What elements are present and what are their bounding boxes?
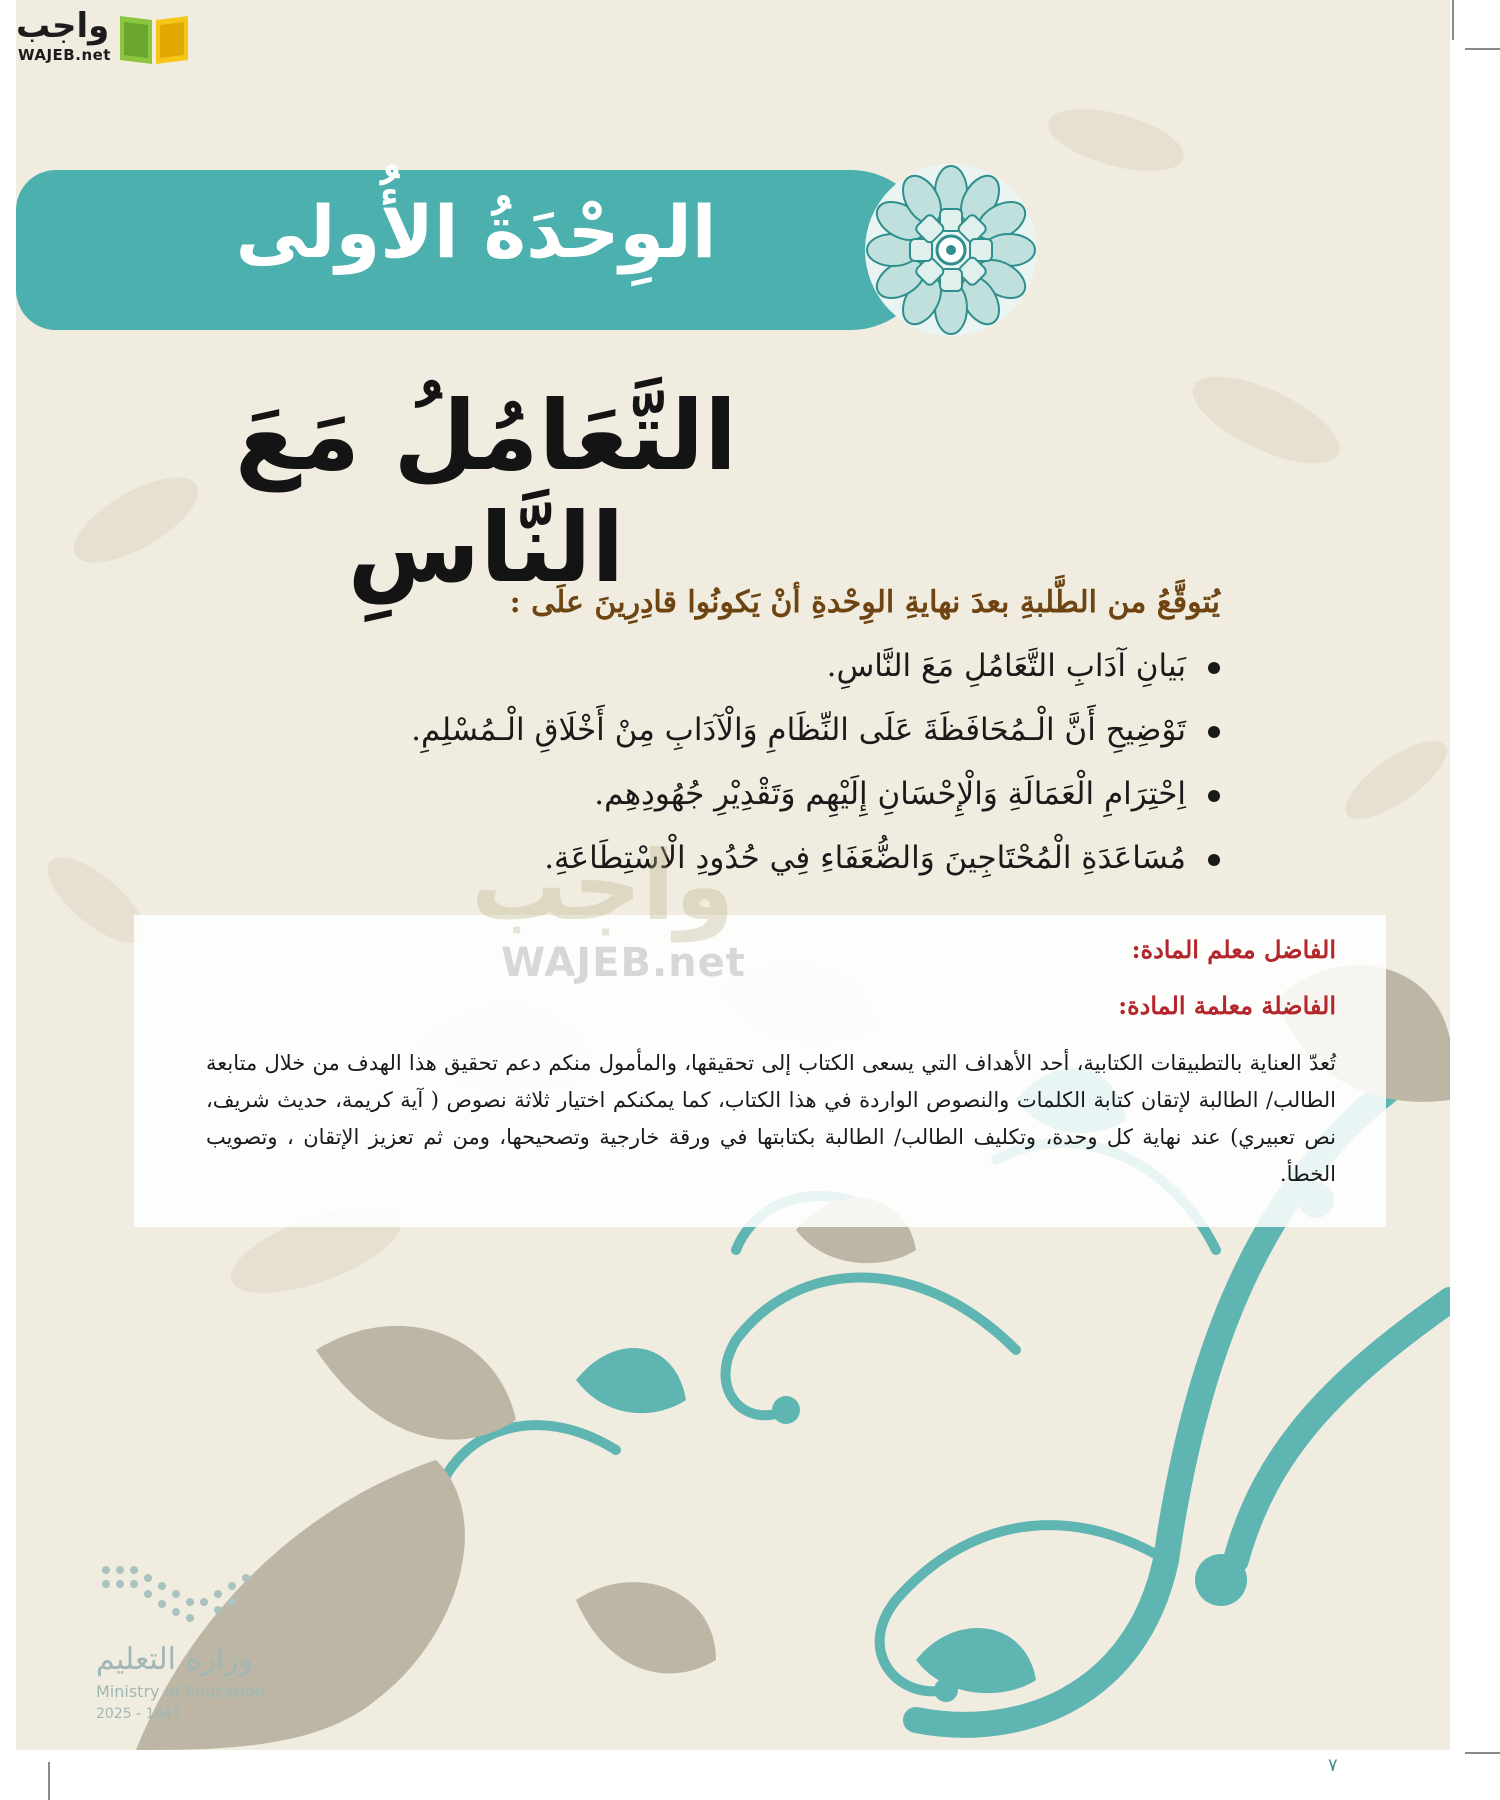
teacher-male-label: الفاضل معلم المادة: xyxy=(1131,935,1336,964)
objective-text: مُسَاعَدَةِ الْمُحْتَاجِينَ وَالضُّعَفَاءِ فِي حُدُودِ الْاسْتِطَاعَةِ. xyxy=(544,840,1186,876)
objectives-list xyxy=(320,648,1220,904)
ministry-dots-icon xyxy=(96,1560,266,1630)
objective-item xyxy=(320,776,1220,840)
objective-text: تَوْضِيحِ أَنَّ الْـمُحَافَظَةَ عَلَى النِّظَامِ وَالْآدَابِ مِنْ أَخْلَاقِ الْـمُسْلِمِ. xyxy=(411,712,1186,748)
bullet-icon xyxy=(1208,726,1220,738)
bullet-icon xyxy=(1208,790,1220,802)
objective-item xyxy=(320,712,1220,776)
logo-arabic: واجب xyxy=(16,6,110,46)
crop-mark xyxy=(1465,48,1500,50)
ministry-year: 2025 - 1447 xyxy=(96,1706,182,1722)
ministry-logo xyxy=(96,1560,336,1730)
bullet-icon xyxy=(1208,854,1220,866)
rosette-ornament-icon xyxy=(861,160,1041,340)
unit-title: الوِحْدَةُ الأُولى xyxy=(235,190,717,274)
crop-mark xyxy=(1452,0,1454,40)
page-number: ٧ xyxy=(1328,1755,1338,1776)
crop-mark xyxy=(48,1762,50,1800)
ministry-name-arabic: وزارة التعليم xyxy=(96,1642,254,1677)
watermark-arabic: واجب xyxy=(471,830,735,942)
book-page xyxy=(16,0,1450,1750)
ministry-name-english: Ministry of Education xyxy=(96,1682,265,1701)
logo-latin: WAJEB.net xyxy=(18,46,111,64)
objective-item xyxy=(320,648,1220,712)
lesson-title: التَّعَامُلُ مَعَ النَّاسِ xyxy=(235,380,737,604)
teacher-note-box xyxy=(134,915,1386,1227)
objective-item xyxy=(320,840,1220,904)
watermark-latin: WAJEB.net xyxy=(501,940,746,986)
objective-text: اِحْتِرَامِ الْعَمَالَةِ وَالْإِحْسَانِ إِلَيْهِم وَتَقْدِيْرِ جُهُودِهِم. xyxy=(594,776,1186,812)
objectives-intro: يُتوقَّعُ من الطَّلبةِ بعدَ نهايةِ الوِحْدةِ أنْ يَكونُوا قادِرِينَ علَى : xyxy=(509,585,1220,620)
teacher-note-text: تُعدّ العناية بالتطبيقات الكتابية، أحد الأهداف التي يسعى الكتاب إلى تحقيقها، والمأمول منكم دعم تحقيق هذا الهدف من خلال متابعة الطالب/ الطالبة لإتقان كتابة الكلمات والنصوص الواردة في هذا الكتاب، كما يمكنكم اختيار ثلاثة نصوص ( آية كريمة، حديث شريف، نص تعبيري) عند نهاية كل وحدة، وتكليف الطالب/ الطالبة بكتابتها في ورقة خارجية وتصحيحها، ومن ثم تعزيز الإتقان ، وتصويب الخطأ. xyxy=(206,1051,1336,1186)
crop-mark xyxy=(1465,1752,1500,1754)
site-logo[interactable] xyxy=(6,4,196,68)
teacher-female-label: الفاضلة معلمة المادة: xyxy=(1118,991,1336,1020)
book-logo-icon xyxy=(116,10,192,66)
objective-text: بَيانِ آدَابِ التَّعَامُلِ مَعَ النَّاسِ. xyxy=(826,648,1186,684)
bullet-icon xyxy=(1208,662,1220,674)
